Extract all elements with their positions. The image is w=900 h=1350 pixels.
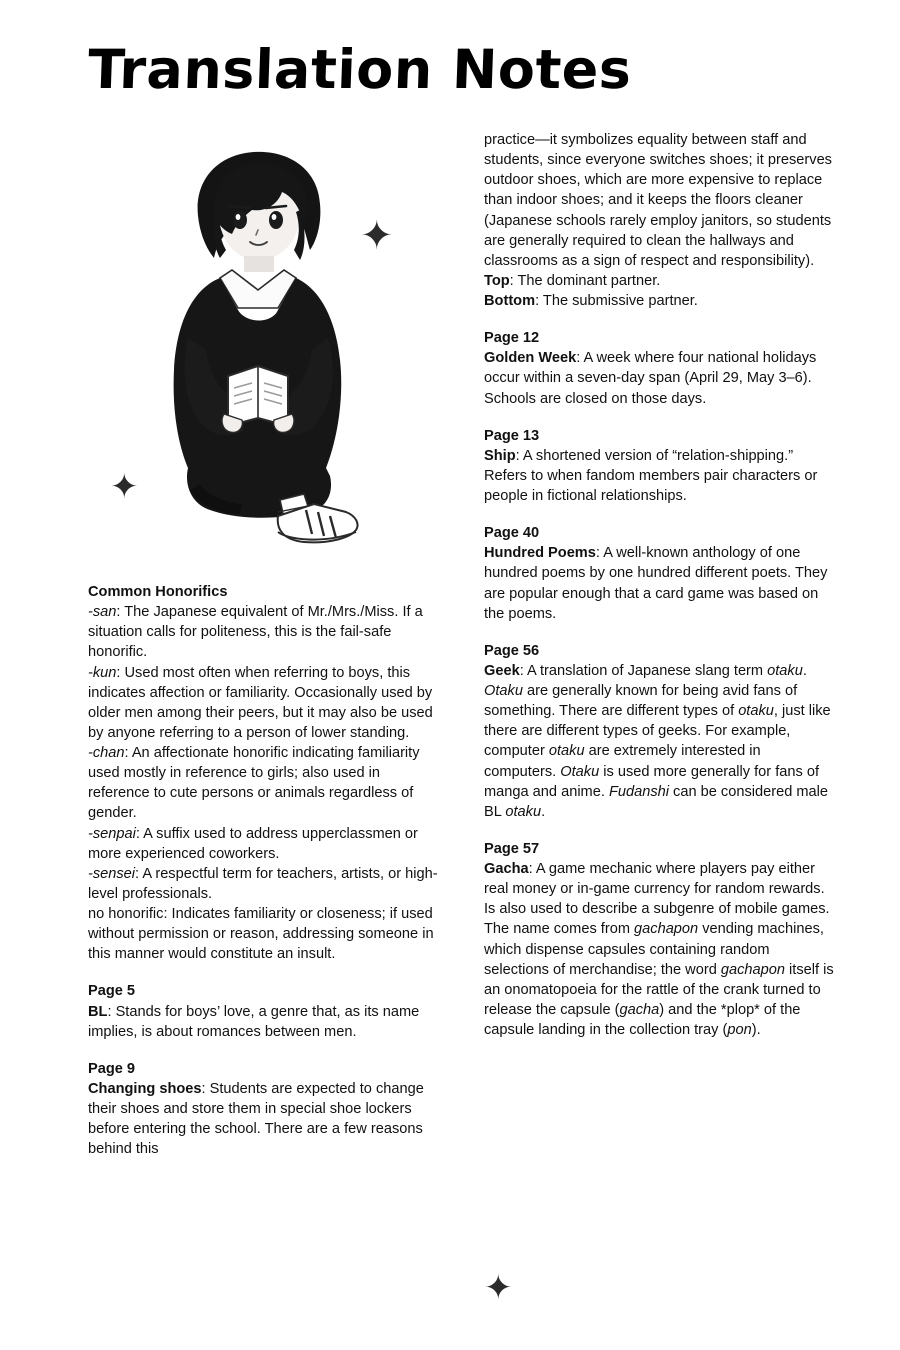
note-term: Ship [484,447,516,464]
note-text: : The dominant partner. [509,272,661,289]
note-section [88,964,440,1041]
page-title: Translation Notes [86,38,633,101]
note-text: : Stands for boys’ love, a genre that, as its name implies, is about romances between men. [88,1003,420,1040]
note-text: : Students are expected to change their shoes and store them in special shoe lockers before entering the school. There are a few reasons behind this [88,1080,424,1158]
note-section [484,506,836,624]
note-text: : A well-known anthology of one hundred poems by one hundred different poets. They are popular enough that a card game was based on the poems. [484,545,828,622]
section-gap [484,409,836,426]
note-section [88,1042,440,1160]
section-heading: Page 57 [484,840,540,857]
right-column [484,130,836,1040]
sparkle-icon-1: ✦ [360,213,394,259]
note-term: -sensei [88,865,136,882]
note-entry [484,661,836,822]
note-term: Hundred Poems [484,545,596,562]
note-text: : The submissive partner. [535,293,698,309]
section-heading: Page 9 [88,1060,136,1077]
note-entry [88,663,440,744]
illustration [88,130,440,570]
note-text: : Indicates familiarity or closeness; if used without permission or reason, addressing someone in this manner would constitute an insult. [88,906,434,963]
note-term: -kun [88,664,117,681]
note-text: : The Japanese equivalent of Mr./Mrs./Miss. If a situation calls for politeness, this is the fail-safe honorific. [88,604,423,661]
note-section [484,311,836,409]
note-term: Top [484,272,510,289]
note-text: : A week where four national holidays occur within a seven-day span (April 29, May 3–6). Schools are closed on those days. [484,350,817,407]
section-gap [484,311,836,328]
section-gap [484,822,836,839]
section-gap [88,964,440,981]
note-text: : A translation of Japanese slang term otaku. Otaku are generally known for being avid fans of something. There are different types of otaku, just like there are different types of geeks. For example, computer otaku are extremely interested in computers. Otaku is used more generally for fans of manga and anime. Fudanshi can be considered male BL otaku. [484,662,831,820]
section-heading: Common Honorifics [88,584,228,600]
note-section [88,582,440,964]
note-text: : A game mechanic where players pay either real money or in-game currency for random rewards. Is also used to describe a subgenre of mobile games. The name comes from gachapon vending machines, which dispense capsules containing random selections of merchandise; the word gachapon itself is an onomatopoeia for the rattle of the crank turned to release the capsule (gacha) and the *plop* of the capsule landing in the collection tray (pon). [484,861,834,1038]
note-section [484,624,836,822]
note-term: Gacha [484,861,529,877]
note-term: -senpai [88,825,136,842]
section-gap [484,624,836,641]
section-gap [88,1042,440,1059]
section-heading: Page 56 [484,642,540,659]
right-column-body [484,271,836,1040]
note-term: -chan [88,745,125,761]
left-column [88,130,440,1159]
sparkle-icon-2: ✦ [110,467,139,507]
note-entry [484,859,836,1040]
note-section [484,271,836,311]
note-section [484,822,836,1040]
note-text: : A respectful term for teachers, artists, or high-level professionals. [88,865,438,902]
sparkle-icon-3: ✦ [484,1268,513,1308]
note-entry [88,824,440,864]
note-entry [88,904,440,964]
note-term: Golden Week [484,350,577,367]
note-term: no honorific [88,906,164,922]
note-entry [484,543,836,624]
continued-paragraph: practice—it symbolizes equality between staff and students, since everyone switches shoes; it preserves outdoor shoes, which are more expensive to replace than indoor shoes; and it keeps the floors cleaner (Japanese schools rarely employ janitors, so students are generally required to clean the hallways and classrooms as a sign of respect and responsibility). [484,132,832,269]
boy-sitting-reading-manga-illustration [128,138,408,568]
section-heading: Page 40 [484,525,540,542]
note-text: : An affectionate honorific indicating familiarity used mostly in reference to girls; also used in reference to cute persons or animals regardless of gender. [88,745,420,822]
left-column-body [88,582,440,1159]
note-entry [484,291,836,311]
note-term: Changing shoes [88,1080,202,1097]
note-entry [484,271,836,291]
note-entry [88,1002,440,1042]
note-text: : A suffix used to address upperclassmen or more experienced coworkers. [88,825,418,862]
note-term: Bottom [484,293,536,309]
note-term: Geek [484,662,520,679]
note-term: -san [88,604,117,621]
note-section [484,409,836,507]
section-heading: Page 13 [484,427,540,444]
note-entry [88,864,440,904]
note-term: BL [88,1003,108,1020]
note-entry [88,743,440,824]
note-entry [484,348,836,408]
note-entry [88,1079,440,1160]
note-text: : Used most often when referring to boys, this indicates affection or familiarity. Occasionally used by older men among their peers, but it may also be used by anyone referring to a person of lower standing. [88,664,433,741]
note-text: : A shortened version of “relation-shipping.” Refers to when fandom members pair characters or people in fictional relationships. [484,447,818,504]
note-entry [484,446,836,506]
note-entry [88,602,440,662]
section-gap [484,506,836,523]
section-heading: Page 12 [484,330,540,347]
section-heading: Page 5 [88,983,136,1000]
